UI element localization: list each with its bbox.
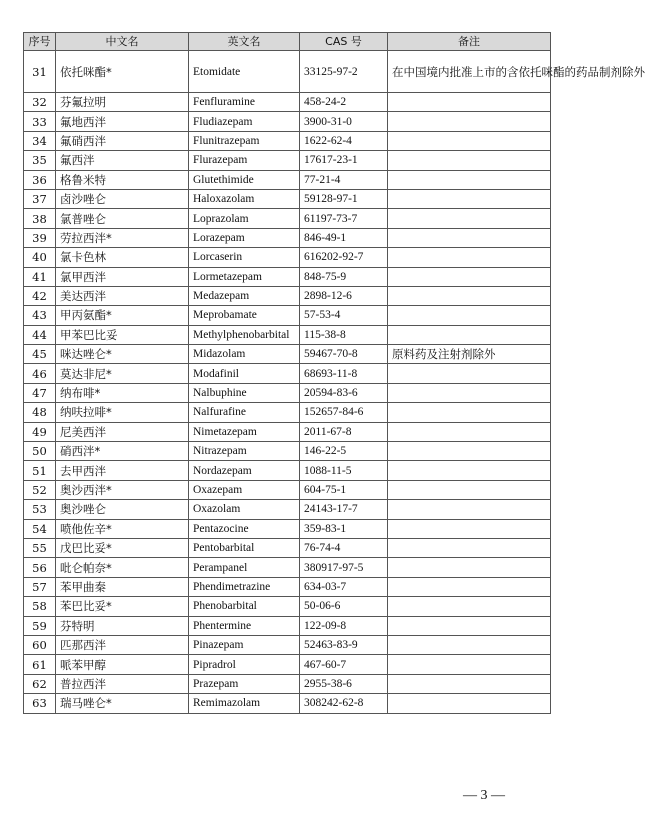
cell-no: 43: [24, 306, 56, 325]
cell-note: [388, 189, 551, 208]
cell-cas: 17617-23-1: [300, 151, 388, 170]
table-row: [24, 189, 551, 208]
cell-chinese-name: 氟西泮: [56, 151, 189, 170]
cell-no: 46: [24, 364, 56, 383]
cell-note: [388, 93, 551, 112]
cell-note: [388, 306, 551, 325]
cell-note: [388, 519, 551, 538]
cell-chinese-name: 氟硝西泮: [56, 131, 189, 150]
table-row: [24, 93, 551, 112]
cell-no: 53: [24, 500, 56, 519]
cell-chinese-name: 奥沙唑仑: [56, 500, 189, 519]
cell-note: [388, 131, 551, 150]
cell-chinese-name: 甲苯巴比妥: [56, 325, 189, 344]
cell-chinese-name: 尼美西泮: [56, 422, 189, 441]
header-note: 备注: [388, 33, 551, 51]
cell-note: [388, 674, 551, 693]
cell-english-name: Oxazepam: [189, 480, 300, 499]
header-no: 序号: [24, 33, 56, 51]
cell-cas: 146-22-5: [300, 442, 388, 461]
cell-cas: 59128-97-1: [300, 189, 388, 208]
cell-chinese-name: 瑞马唑仑*: [56, 694, 189, 713]
cell-english-name: Lorcaserin: [189, 248, 300, 267]
cell-note: [388, 228, 551, 247]
cell-english-name: Pentobarbital: [189, 538, 300, 557]
cell-cas: 52463-83-9: [300, 635, 388, 654]
cell-chinese-name: 氯普唑仑: [56, 209, 189, 228]
cell-no: 35: [24, 151, 56, 170]
cell-cas: 61197-73-7: [300, 209, 388, 228]
table-row: [24, 151, 551, 170]
table-row: [24, 461, 551, 480]
cell-english-name: Perampanel: [189, 558, 300, 577]
cell-english-name: Loprazolam: [189, 209, 300, 228]
cell-note: [388, 403, 551, 422]
cell-english-name: Lormetazepam: [189, 267, 300, 286]
cell-cas: 3900-31-0: [300, 112, 388, 131]
cell-chinese-name: 苯甲曲秦: [56, 577, 189, 596]
table-row: [24, 519, 551, 538]
cell-note: [388, 480, 551, 499]
cell-no: 62: [24, 674, 56, 693]
cell-english-name: Remimazolam: [189, 694, 300, 713]
cell-note: [388, 267, 551, 286]
cell-cas: 59467-70-8: [300, 345, 388, 364]
table-row: [24, 209, 551, 228]
cell-note: [388, 383, 551, 402]
cell-note: [388, 112, 551, 131]
table-row: [24, 403, 551, 422]
cell-no: 36: [24, 170, 56, 189]
cell-english-name: Fenfluramine: [189, 93, 300, 112]
cell-note: [388, 422, 551, 441]
cell-no: 31: [24, 51, 56, 93]
cell-chinese-name: 氯甲西泮: [56, 267, 189, 286]
cell-note: [388, 694, 551, 713]
cell-no: 39: [24, 228, 56, 247]
cell-english-name: Etomidate: [189, 51, 300, 93]
cell-chinese-name: 芬氟拉明: [56, 93, 189, 112]
table-header-row: [24, 33, 551, 51]
cell-english-name: Nimetazepam: [189, 422, 300, 441]
cell-no: 49: [24, 422, 56, 441]
page-number: — 3 —: [463, 788, 505, 803]
cell-note: [388, 151, 551, 170]
drug-table: [23, 32, 645, 714]
cell-chinese-name: 氯卡色林: [56, 248, 189, 267]
cell-cas: 604-75-1: [300, 480, 388, 499]
cell-no: 50: [24, 442, 56, 461]
cell-english-name: Phenobarbital: [189, 597, 300, 616]
cell-cas: 57-53-4: [300, 306, 388, 325]
cell-note: [388, 209, 551, 228]
table-row: [24, 112, 551, 131]
cell-no: 57: [24, 577, 56, 596]
cell-chinese-name: 纳呋拉啡*: [56, 403, 189, 422]
cell-cas: 122-09-8: [300, 616, 388, 635]
header-chinese-name: 中文名: [56, 33, 189, 51]
cell-cas: 20594-83-6: [300, 383, 388, 402]
cell-no: 55: [24, 538, 56, 557]
cell-note: [388, 655, 551, 674]
table-row: [24, 694, 551, 713]
cell-chinese-name: 依托咪酯*: [56, 51, 189, 93]
cell-no: 42: [24, 286, 56, 305]
cell-cas: 50-06-6: [300, 597, 388, 616]
cell-english-name: Flurazepam: [189, 151, 300, 170]
cell-english-name: Glutethimide: [189, 170, 300, 189]
cell-english-name: Lorazepam: [189, 228, 300, 247]
cell-cas: 76-74-4: [300, 538, 388, 557]
cell-english-name: Phentermine: [189, 616, 300, 635]
cell-no: 37: [24, 189, 56, 208]
table-row: [24, 248, 551, 267]
cell-no: 45: [24, 345, 56, 364]
header-english-name: 英文名: [189, 33, 300, 51]
cell-no: 61: [24, 655, 56, 674]
cell-no: 33: [24, 112, 56, 131]
cell-chinese-name: 氟地西泮: [56, 112, 189, 131]
cell-chinese-name: 硝西泮*: [56, 442, 189, 461]
cell-cas: 24143-17-7: [300, 500, 388, 519]
table-row: [24, 345, 551, 364]
cell-english-name: Phendimetrazine: [189, 577, 300, 596]
cell-cas: 467-60-7: [300, 655, 388, 674]
cell-chinese-name: 咪达唑仑*: [56, 345, 189, 364]
cell-chinese-name: 喷他佐辛*: [56, 519, 189, 538]
cell-chinese-name: 格鲁米特: [56, 170, 189, 189]
cell-cas: 2955-38-6: [300, 674, 388, 693]
header-cas: CAS 号: [300, 33, 388, 51]
table-row: [24, 267, 551, 286]
cell-note: [388, 325, 551, 344]
table-row: [24, 538, 551, 557]
cell-chinese-name: 芬特明: [56, 616, 189, 635]
table-row: [24, 422, 551, 441]
cell-chinese-name: 莫达非尼*: [56, 364, 189, 383]
cell-cas: 115-38-8: [300, 325, 388, 344]
cell-cas: 634-03-7: [300, 577, 388, 596]
cell-note: [388, 461, 551, 480]
cell-english-name: Nalfurafine: [189, 403, 300, 422]
cell-cas: 2898-12-6: [300, 286, 388, 305]
cell-cas: 380917-97-5: [300, 558, 388, 577]
cell-english-name: Methylphenobarbital: [189, 325, 300, 344]
table-body: [24, 51, 645, 714]
table-row: [24, 51, 551, 93]
cell-english-name: Pipradrol: [189, 655, 300, 674]
cell-cas: 68693-11-8: [300, 364, 388, 383]
cell-chinese-name: 卤沙唑仑: [56, 189, 189, 208]
cell-no: 52: [24, 480, 56, 499]
table-row: [24, 500, 551, 519]
cell-cas: 2011-67-8: [300, 422, 388, 441]
cell-chinese-name: 吡仑帕奈*: [56, 558, 189, 577]
cell-chinese-name: 甲丙氨酯*: [56, 306, 189, 325]
table-row: [24, 306, 551, 325]
cell-note: [388, 286, 551, 305]
cell-english-name: Oxazolam: [189, 500, 300, 519]
cell-cas: 458-24-2: [300, 93, 388, 112]
cell-no: 44: [24, 325, 56, 344]
cell-english-name: Modafinil: [189, 364, 300, 383]
cell-chinese-name: 哌苯甲醇: [56, 655, 189, 674]
cell-english-name: Nalbuphine: [189, 383, 300, 402]
cell-note: [388, 442, 551, 461]
table-row: [24, 442, 551, 461]
cell-english-name: Fludiazepam: [189, 112, 300, 131]
cell-english-name: Haloxazolam: [189, 189, 300, 208]
cell-no: 56: [24, 558, 56, 577]
cell-english-name: Nordazepam: [189, 461, 300, 480]
cell-english-name: Flunitrazepam: [189, 131, 300, 150]
table-row: [24, 325, 551, 344]
cell-no: 38: [24, 209, 56, 228]
cell-note: [388, 597, 551, 616]
cell-note: [388, 500, 551, 519]
cell-cas: 33125-97-2: [300, 51, 388, 93]
table-row: [24, 480, 551, 499]
cell-english-name: Nitrazepam: [189, 442, 300, 461]
table-row: [24, 131, 551, 150]
cell-no: 54: [24, 519, 56, 538]
cell-no: 32: [24, 93, 56, 112]
cell-cas: 308242-62-8: [300, 694, 388, 713]
cell-no: 40: [24, 248, 56, 267]
cell-note: [388, 538, 551, 557]
cell-no: 51: [24, 461, 56, 480]
cell-note: [388, 170, 551, 189]
cell-chinese-name: 普拉西泮: [56, 674, 189, 693]
cell-chinese-name: 去甲西泮: [56, 461, 189, 480]
cell-note: [388, 558, 551, 577]
cell-no: 47: [24, 383, 56, 402]
table-row: [24, 364, 551, 383]
cell-no: 34: [24, 131, 56, 150]
cell-no: 58: [24, 597, 56, 616]
cell-cas: 616202-92-7: [300, 248, 388, 267]
cell-cas: 152657-84-6: [300, 403, 388, 422]
cell-chinese-name: 劳拉西泮*: [56, 228, 189, 247]
cell-english-name: Prazepam: [189, 674, 300, 693]
cell-cas: 359-83-1: [300, 519, 388, 538]
cell-chinese-name: 匹那西泮: [56, 635, 189, 654]
cell-note: [388, 248, 551, 267]
cell-english-name: Pentazocine: [189, 519, 300, 538]
cell-note: [388, 577, 551, 596]
table-row: [24, 616, 551, 635]
cell-chinese-name: 戊巴比妥*: [56, 538, 189, 557]
table-row: [24, 597, 551, 616]
cell-no: 41: [24, 267, 56, 286]
cell-cas: 77-21-4: [300, 170, 388, 189]
cell-no: 48: [24, 403, 56, 422]
cell-cas: 1088-11-5: [300, 461, 388, 480]
cell-english-name: Medazepam: [189, 286, 300, 305]
table-row: [24, 655, 551, 674]
table-row: [24, 286, 551, 305]
table-row: [24, 635, 551, 654]
cell-english-name: Midazolam: [189, 345, 300, 364]
table-row: [24, 674, 551, 693]
cell-note: [388, 635, 551, 654]
table-row: [24, 558, 551, 577]
cell-english-name: Meprobamate: [189, 306, 300, 325]
cell-note: 在中国境内批准上市的含依托咪酯的药品制剂除外: [388, 51, 551, 93]
cell-chinese-name: 美达西泮: [56, 286, 189, 305]
cell-no: 63: [24, 694, 56, 713]
table-row: [24, 577, 551, 596]
cell-chinese-name: 奥沙西泮*: [56, 480, 189, 499]
cell-note: [388, 364, 551, 383]
cell-english-name: Pinazepam: [189, 635, 300, 654]
cell-cas: 846-49-1: [300, 228, 388, 247]
cell-chinese-name: 苯巴比妥*: [56, 597, 189, 616]
cell-note: 原料药及注射剂除外: [388, 345, 551, 364]
cell-cas: 848-75-9: [300, 267, 388, 286]
table-row: [24, 170, 551, 189]
cell-note: [388, 616, 551, 635]
cell-no: 59: [24, 616, 56, 635]
cell-cas: 1622-62-4: [300, 131, 388, 150]
cell-chinese-name: 纳布啡*: [56, 383, 189, 402]
table-row: [24, 228, 551, 247]
table-row: [24, 383, 551, 402]
cell-no: 60: [24, 635, 56, 654]
